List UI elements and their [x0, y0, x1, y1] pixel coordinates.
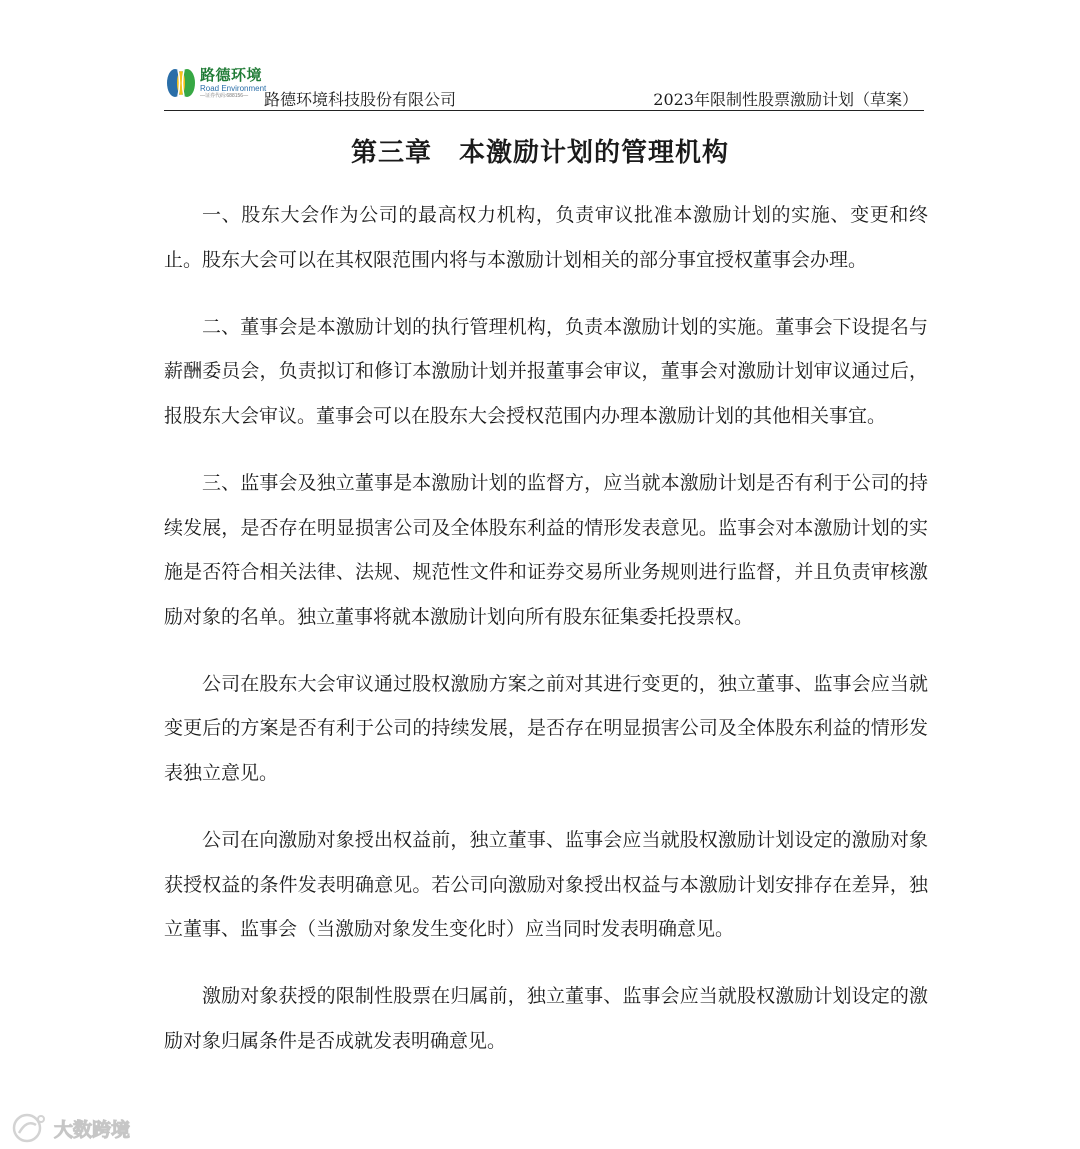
road-environment-logo-icon [164, 66, 198, 100]
page-header [164, 66, 924, 111]
paragraph-2: 二、董事会是本激励计划的执行管理机构，负责本激励计划的实施。董事会下设提名与薪酬委员会，负责拟订和修订本激励计划并报董事会审议，董事会对激励计划审议通过后，报股东大会审议。董事会可以在股东大会授权范围内办理本激励计划的其他相关事宜。 [164, 315, 928, 427]
paragraph-4: 公司在股东大会审议通过股权激励方案之前对其进行变更的，独立董事、监事会应当就变更后的方案是否有利于公司的持续发展，是否存在明显损害公司及全体股东利益的情形发表独立意见。 [164, 672, 928, 785]
paragraph-6: 激励对象获授的限制性股票在归属前，独立董事、监事会应当就股权激励计划设定的激励对象归属条件是否成就发表明确意见。 [164, 985, 928, 1052]
logo-english-name: Road Environment [200, 84, 267, 93]
paragraph-5: 公司在向激励对象授出权益前，独立董事、监事会应当就股权激励计划设定的激励对象获授权益的条件发表明确意见。若公司向激励对象授出权益与本激励计划安排存在差异，独立董事、监事会（当激励对象发生变化时）应当同时发表明确意见。 [164, 829, 928, 941]
logo-stock-code: —证券代码:688156— [200, 93, 249, 99]
watermark-text: 大数跨境 [54, 1118, 131, 1141]
logo-chinese-name: 路德环境 [200, 66, 263, 84]
watermark-logo-icon [10, 1111, 50, 1145]
chapter-title: 第三章 本激励计划的管理机构 [350, 138, 729, 168]
company-name: 路德环境科技股份有限公司 [264, 90, 457, 109]
paragraph-1: 一、股东大会作为公司的最高权力机构，负责审议批准本激励计划的实施、变更和终止。股东大会可以在其权限范围内将与本激励计划相关的部分事宜授权董事会办理。 [164, 204, 928, 271]
document-body [164, 193, 928, 1086]
watermark [10, 1108, 130, 1148]
plan-title: 2023年限制性股票激励计划（草案） [653, 90, 918, 109]
paragraph-3: 三、监事会及独立董事是本激励计划的监督方，应当就本激励计划是否有利于公司的持续发展，是否存在明显损害公司及全体股东利益的情形发表意见。监事会对本激励计划的实施是否符合相关法律、法规、规范性文件和证券交易所业务规则进行监督，并且负责审核激励对象的名单。独立董事将就本激励计划向所有股东征集委托投票权。 [164, 471, 928, 628]
logo-text [200, 68, 266, 99]
